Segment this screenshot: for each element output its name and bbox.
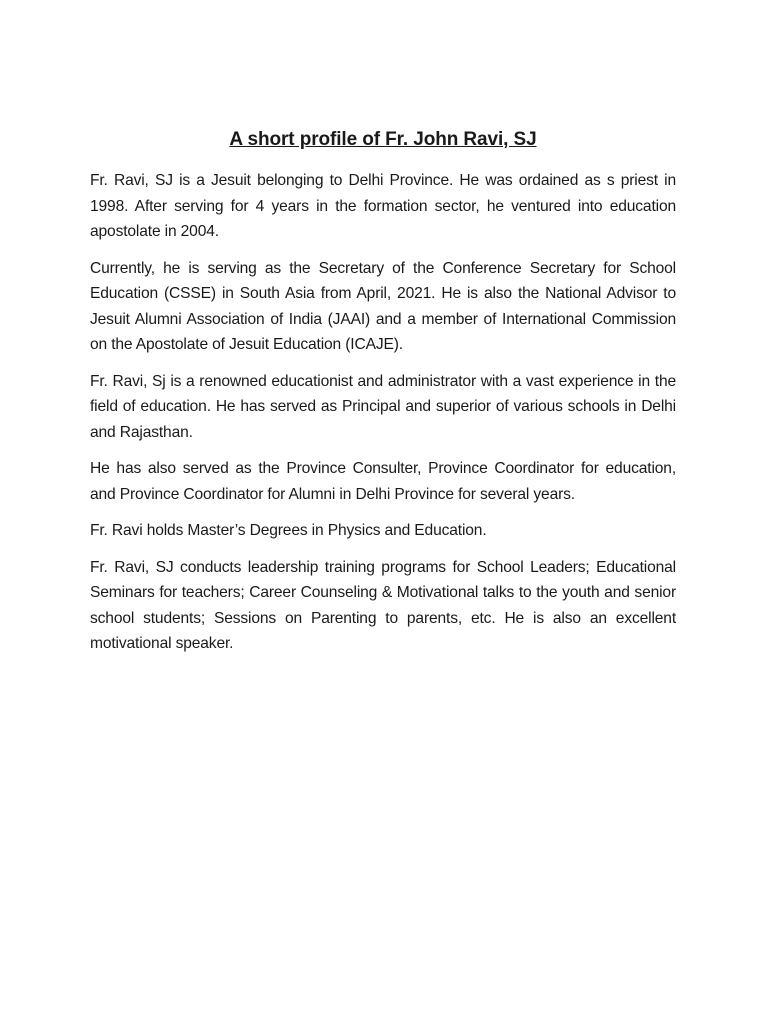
paragraph-ordination: Fr. Ravi, SJ is a Jesuit belonging to Delhi Province. He was ordained as s priest in 1998. After serving for 4 years in the formation sector, he ventured into education apostolate in 2004. <box>90 172 676 240</box>
paragraph-programs: Fr. Ravi, SJ conducts leadership training programs for School Leaders; Educational Seminars for teachers; Career Counseling & Motivational talks to the youth and senior school students; Sessions on Parenting to parents, etc. He is also an excellent motivational speaker. <box>90 558 676 652</box>
paragraph-experience: Fr. Ravi, Sj is a renowned educationist and administrator with a vast experience in the field of education. He has served as Principal and superior of various schools in Delhi and Rajasthan. <box>90 372 676 441</box>
document-page <box>90 126 676 668</box>
paragraph-current-roles: Currently, he is serving as the Secretary of the Conference Secretary for School Education (CSSE) in South Asia from April, 2021. He is also the National Advisor to Jesuit Alumni Association of India (JAAI) and a member of International Commission on the Apostolate of Jesuit Education (ICAJE). <box>90 259 676 353</box>
paragraph-province-roles: He has also served as the Province Consulter, Province Coordinator for education, and Province Coordinator for Alumni in Delhi Province for several years. <box>90 460 676 503</box>
document-title: A short profile of Fr. John Ravi, SJ <box>229 129 537 150</box>
paragraph-degrees: Fr. Ravi holds Master’s Degrees in Physics and Education. <box>90 522 487 539</box>
